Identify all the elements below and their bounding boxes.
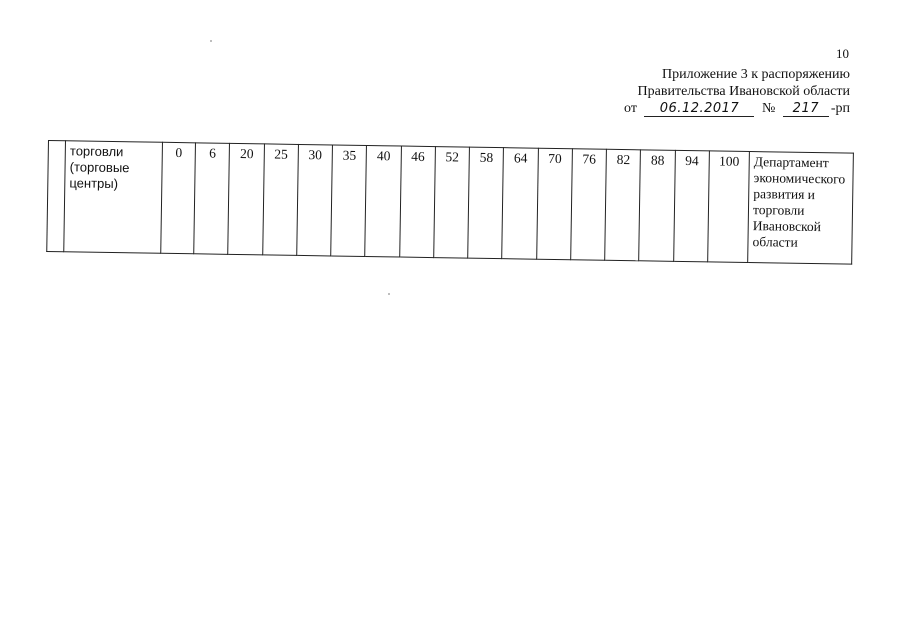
handwritten-number: 217 (783, 102, 829, 117)
indicator-table-wrap (46, 140, 854, 265)
value-cell: 46 (399, 146, 435, 258)
table-row (47, 141, 854, 265)
value-cell: 76 (571, 149, 607, 261)
value-cell: 6 (194, 143, 230, 255)
handwritten-date: 06.12.2017 (644, 102, 754, 117)
scan-speck (210, 40, 212, 42)
value-cell: 58 (468, 147, 504, 259)
value-cell: 25 (262, 144, 298, 256)
value-cell: 0 (161, 142, 196, 254)
value-cell: 100 (707, 151, 749, 263)
scan-speck (388, 293, 390, 295)
number-suffix: -рп (830, 101, 850, 116)
value-cell: 35 (331, 145, 367, 257)
row-index-cell (47, 141, 66, 252)
value-cell: 70 (536, 148, 572, 260)
appendix-header (560, 66, 850, 117)
value-cell: 94 (673, 150, 709, 262)
value-cell: 82 (605, 149, 641, 261)
value-cell: 40 (365, 146, 401, 258)
responsible-organization-cell: Департамент экономического развития и торговли Ивановской области (748, 152, 854, 265)
value-cell: 52 (434, 147, 470, 259)
appendix-title: Приложение 3 к распоряжению (662, 67, 850, 82)
value-cell: 20 (228, 143, 264, 255)
appendix-date-line (560, 100, 850, 117)
value-cell: 64 (502, 148, 538, 260)
appendix-issuer: Правительства Ивановской области (637, 84, 850, 99)
date-prefix: от (624, 101, 637, 116)
value-cell: 30 (297, 144, 333, 256)
number-prefix: № (761, 101, 776, 116)
page-number: 10 (836, 46, 849, 61)
indicator-name-cell: торговли (торговые центры) (64, 141, 162, 254)
indicator-table (46, 140, 854, 265)
value-cell: 88 (639, 150, 675, 262)
